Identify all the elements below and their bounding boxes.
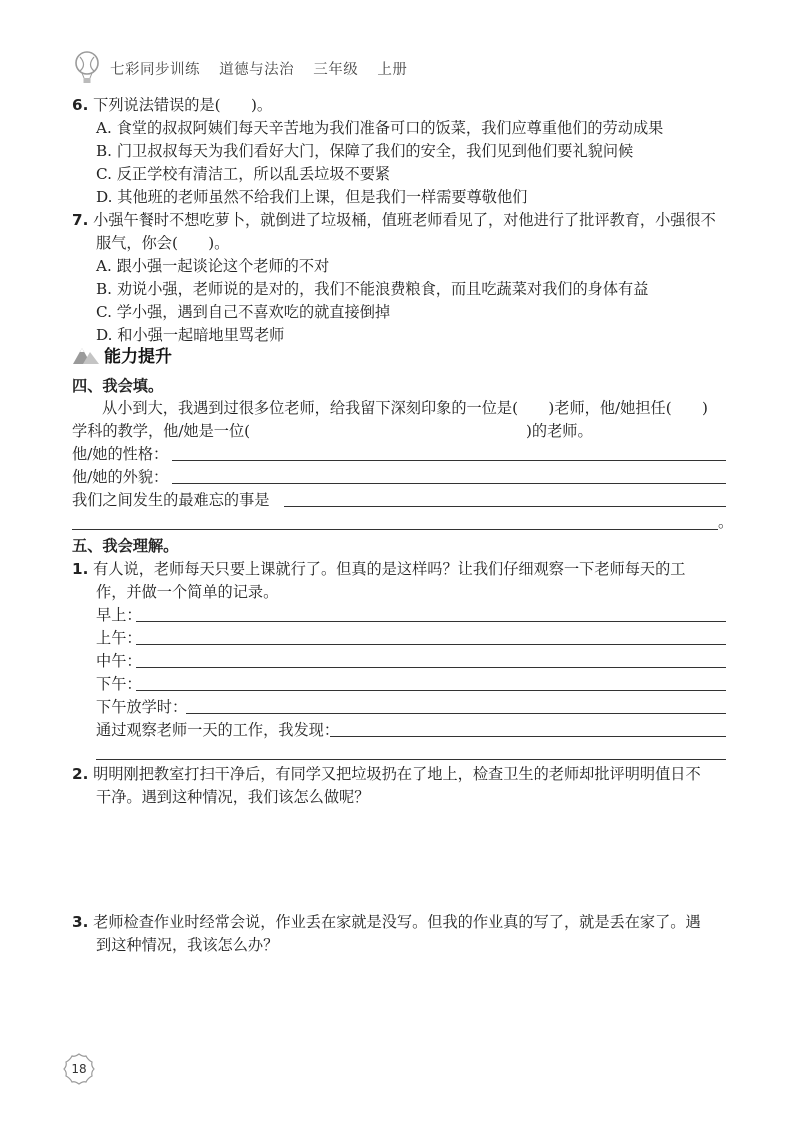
afternoon-answer-line[interactable] [136,690,726,691]
memorable-answer-line-2[interactable] [72,529,718,530]
forenoon-answer-line[interactable] [136,644,726,645]
question-7 [72,210,716,230]
question-number: 6. [72,96,89,114]
part4-line2a: 学科的教学，他/她是一位( [72,422,251,440]
personality-label: 他/她的性格： [72,445,169,463]
personality-answer-line[interactable] [172,460,726,461]
question-number: 1. [72,560,89,578]
question-stem-line1: 小强午餐时不想吃萝卜，就倒进了垃圾桶，值班老师看见了，对他进行了批评教育，小强很不 [93,211,716,229]
end-mark: 。 [718,513,734,531]
header-subject: 道德与法治 [219,61,295,78]
question-line1: 明明刚把教室打扫干净后，有同学又把垃圾扔在了地上，检查卫生的老师却批评明明值日不 [93,765,701,783]
part4-heading: 四、我会填。 [72,377,164,395]
page-header [72,52,421,84]
part5-question-1 [72,559,685,579]
question-line1: 有人说，老师每天只要上课就行了。但真的是这样吗？让我们仔细观察一下老师每天的工 [93,560,686,578]
conclusion-label: 通过观察老师一天的工作，我发现： [96,721,339,739]
question-stem-line2: 服气，你会( )。 [96,234,230,252]
q7-option-d: D. 和小强一起暗地里骂老师 [96,326,285,344]
q6-option-a: A. 食堂的叔叔阿姨们每天辛苦地为我们准备可口的饭菜，我们应尊重他们的劳动成果 [96,119,664,137]
question-stem: 下列说法错误的是( )。 [93,96,273,114]
question-6 [72,95,272,115]
question-line2: 干净。遇到这种情况，我们该怎么做呢？ [96,788,370,806]
q7-option-c: C. 学小强，遇到自己不喜欢吃的就直接倒掉 [96,303,391,321]
question-line1: 老师检查作业时经常会说，作业丢在家就是没写。但我的作业真的写了，就是丢在家了。遇 [93,913,701,931]
q7-option-b: B. 劝说小强，老师说的是对的，我们不能浪费粮食，而且吃蔬菜对我们的身体有益 [96,280,649,298]
appearance-answer-line[interactable] [172,483,726,484]
header-series: 七彩同步训练 [110,61,200,78]
q6-option-c: C. 反正学校有清洁工，所以乱丢垃圾不要紧 [96,165,391,183]
part4-line1: 从小到大，我遇到过很多位老师，给我留下深刻印象的一位是( )老师，他/她担任( ) [102,399,708,417]
part5-question-3 [72,912,701,932]
mountain-icon [72,343,100,365]
q6-option-d: D. 其他班的老师虽然不给我们上课，但是我们一样需要尊敬他们 [96,188,528,206]
header-volume: 上册 [377,61,408,78]
after-school-label: 下午放学时： [96,698,188,716]
q7-option-a: A. 跟小强一起谈论这个老师的不对 [96,257,330,275]
question-number: 7. [72,211,89,229]
page-number-badge [62,1052,96,1086]
part4-line2b: )的老师。 [526,422,593,440]
header-grade: 三年级 [313,61,359,78]
question-number: 3. [72,913,89,931]
header-title [110,58,421,79]
section-title: 能力提升 [104,346,172,367]
noon-label: 中午： [96,652,142,670]
section-heading [72,340,172,368]
question-line2: 到这种情况，我该怎么办？ [96,936,279,954]
forenoon-label: 上午： [96,629,142,647]
question-number: 2. [72,765,89,783]
noon-answer-line[interactable] [136,667,726,668]
conclusion-answer-line-2[interactable] [96,759,726,760]
memorable-label: 我们之间发生的最难忘的事是 [72,491,270,509]
page-number: 18 [71,1062,87,1076]
after-school-answer-line[interactable] [186,713,726,714]
part5-question-2 [72,764,701,784]
part5-heading: 五、我会理解。 [72,537,179,555]
appearance-label: 他/她的外貌： [72,468,169,486]
afternoon-label: 下午： [96,675,142,693]
morning-label: 早上： [96,606,142,624]
hot-air-balloon-icon [72,51,102,85]
memorable-answer-line-1[interactable] [284,506,726,507]
question-line2: 作，并做一个简单的记录。 [96,583,279,601]
morning-answer-line[interactable] [136,621,726,622]
q6-option-b: B. 门卫叔叔每天为我们看好大门，保障了我们的安全，我们见到他们要礼貌问候 [96,142,634,160]
conclusion-answer-line-1[interactable] [330,736,726,737]
